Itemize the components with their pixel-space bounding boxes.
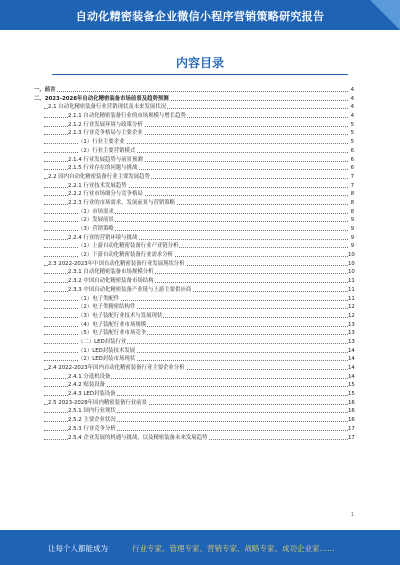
toc-entry[interactable] [34, 121, 354, 130]
toc-entry[interactable] [34, 355, 354, 364]
toc-entry-label: 2.1.2 行业发展环境与政策分析 [68, 121, 143, 128]
toc-entry-page: 7 [348, 173, 354, 182]
toc-entry-page: 6 [348, 156, 354, 165]
toc-entry-page: 17 [348, 434, 355, 441]
toc-entry-label: 2.5 2023-2028年国内精密装备行业前景 [48, 399, 147, 406]
toc-entry-label: 2.1 自动化精密装备行业营销现状及未来发展状况 [48, 104, 167, 111]
toc-entry[interactable] [34, 312, 354, 321]
toc-entry-label: 2.2.1 行业技术发展趋势 [68, 182, 127, 189]
toc-entry[interactable] [34, 103, 354, 112]
toc-heading-divider [52, 74, 348, 75]
toc-entry-label: 2.2 国内自动化精密装备行业主要发展趋势 [48, 173, 150, 180]
toc-entry-label: 2.2.4 行业的营销环境与挑战 [68, 234, 138, 241]
toc-entry-page: 13 [348, 321, 355, 328]
toc-entry-page: 6 [348, 147, 354, 156]
header-bar [0, 0, 400, 30]
toc-entry-label: （1）上游自动化精密装备行业产业链分析 [78, 243, 179, 250]
toc-entry-page: 8 [348, 190, 354, 199]
toc-entry-label: 2.4.1 分选机设备 [68, 373, 111, 380]
toc-entry[interactable] [34, 338, 354, 347]
toc-entry[interactable] [34, 434, 354, 443]
toc-entry-label: 二、2023-2028年自动化精密装备市场前景及趋势预测 [34, 95, 169, 102]
toc-entry-label: 2.1.4 行业发展趋势与前景预测 [68, 156, 143, 163]
toc-entry-page: 4 [348, 112, 354, 121]
toc-entry-page: 5 [348, 129, 354, 138]
toc-entry[interactable] [34, 129, 354, 138]
toc-entry-page: 12 [348, 304, 355, 311]
footer-bar [0, 530, 400, 565]
toc-entry[interactable] [34, 416, 354, 425]
toc-entry-page: 14 [348, 373, 355, 380]
toc-entry-label: 2.2.3 行业的市场需求、发展前景与营销策略 [68, 199, 176, 206]
toc-entry[interactable] [34, 364, 354, 373]
toc-entry-label: （1）LED封装技术发展 [78, 347, 136, 354]
toc-entry[interactable] [34, 373, 354, 382]
toc-entry[interactable] [34, 399, 354, 408]
toc-entry[interactable] [34, 138, 354, 147]
header-corner-decoration [370, 0, 400, 30]
toc-entry-label: 2.4.2 贴装设备 [68, 382, 105, 389]
toc-entry-label: 2.3.3 中国自动化精密装备产业链与上游主要供应商 [68, 286, 192, 293]
toc-entry[interactable] [34, 156, 354, 165]
report-title: 自动化精密装备企业微信小程序营销策略研究报告 [75, 10, 325, 23]
toc-entry-page: 11 [348, 286, 355, 293]
toc-entry-page: 5 [348, 121, 354, 130]
toc-entry-page: 4 [348, 95, 354, 104]
toc-heading: 内容目录 [175, 56, 224, 70]
toc-entry[interactable] [34, 190, 354, 199]
toc-entry[interactable] [34, 277, 354, 286]
toc-entry-label: （3）电子装配行业技术与发展现状 [78, 312, 163, 319]
toc-entry-page: 15 [348, 391, 355, 398]
toc-entry-label: 2.5.2 主要企业状况 [68, 417, 116, 424]
toc-entry-page: 8 [348, 208, 354, 217]
toc-entry-label: 2.4 2022-2023年国内自动化精密装备行业主要企业分析 [48, 365, 185, 371]
toc-entry-page: 7 [348, 182, 354, 191]
toc-entry[interactable] [34, 182, 354, 191]
toc-entry-page: 9 [348, 225, 354, 234]
toc-entry-page: 10 [348, 260, 355, 267]
toc-entry-label: 2.1.5 行业存在的问题与挑战 [68, 165, 138, 172]
toc-entry-label: 2.1.1 自动化精密装备行业的市场规模与增长趋势 [68, 113, 186, 120]
toc-entry-page: 16 [348, 408, 355, 415]
toc-entry-label: （2）发展前景 [78, 217, 114, 224]
toc-entry-label: 2.5.4 企业发展的机遇与挑战，以及精密装备未来发展趋势 [68, 434, 208, 441]
toc-entry-label: （1）电子类配件 [78, 295, 120, 302]
toc-entry[interactable] [34, 208, 354, 217]
toc-entry-label: （二）LED封装行业 [78, 338, 127, 345]
toc-entry-label: （4）电子装配行业市场规模 [78, 321, 147, 328]
toc-entry[interactable] [34, 164, 354, 173]
toc-entry-page: 14 [348, 365, 355, 371]
toc-entry-label: （2）电子类精密结构件 [78, 304, 136, 311]
toc-entry[interactable] [34, 347, 354, 356]
table-of-contents [34, 86, 354, 442]
toc-entry[interactable] [34, 199, 354, 208]
toc-entry-page: 6 [348, 164, 354, 173]
toc-entry[interactable] [34, 147, 354, 156]
toc-entry-page: 9 [348, 234, 354, 243]
toc-entry-label: （2）下游自动化精密装备行业需求分析 [78, 252, 174, 259]
toc-entry-label: 2.4.3 LED封装设备 [68, 391, 116, 398]
toc-entry-label: （1）行业主要企业 [78, 139, 125, 146]
footer-slogan-left: 让每个人都能成为 [48, 544, 108, 553]
toc-entry-label: 一、前言 [34, 87, 56, 93]
toc-entry-page: 9 [348, 216, 354, 225]
toc-entry-label: 2.3 2022-2023年中国自动化精密装备行业发展现状分析 [48, 260, 185, 267]
toc-entry-page: 10 [348, 252, 355, 259]
toc-entry-page: 11 [348, 295, 355, 302]
toc-entry-page: 16 [348, 399, 355, 406]
toc-entry-page: 17 [348, 425, 355, 432]
toc-entry-page: 14 [348, 347, 355, 354]
toc-entry-label: （1）市场需求 [78, 208, 114, 215]
toc-entry[interactable] [34, 216, 354, 225]
toc-entry-label: （5）电子装配行业市场竞争 [78, 330, 147, 337]
footer-slogan-right: 行业专家、管理专家、营销专家、战略专家、成功企业家…… [132, 544, 335, 553]
toc-entry-label: 2.3.2 中国自动化精密装备市场结构 [68, 278, 154, 285]
toc-entry[interactable] [34, 234, 354, 243]
toc-entry-label: 2.2.2 行业市场细分与竞争格局 [68, 191, 143, 198]
toc-entry[interactable] [34, 295, 354, 304]
toc-entry-label: （3）营销策略 [78, 226, 114, 232]
page-number: 1 [350, 512, 354, 518]
toc-entry-page: 5 [348, 138, 354, 147]
toc-entry-page: 15 [348, 382, 355, 389]
toc-entry[interactable] [34, 329, 354, 338]
toc-entry[interactable] [34, 286, 354, 295]
toc-entry-label: 2.5.3 行业竞争分析 [68, 425, 116, 432]
toc-entry-page: 11 [348, 278, 355, 285]
toc-entry[interactable] [34, 390, 354, 399]
toc-entry-page: 4 [348, 103, 354, 112]
toc-entry[interactable] [34, 242, 354, 251]
toc-entry-page: 4 [348, 86, 354, 95]
toc-entry[interactable] [34, 321, 354, 330]
toc-entry-page: 9 [348, 242, 354, 251]
toc-entry-page: 13 [348, 338, 355, 345]
toc-entry[interactable] [34, 425, 354, 434]
toc-entry-page: 13 [348, 330, 355, 337]
toc-entry[interactable] [34, 86, 354, 95]
toc-entry[interactable] [34, 225, 354, 234]
toc-entry[interactable] [34, 260, 354, 269]
toc-entry-label: 2.1.3 行业竞争格局与主要企业 [68, 130, 143, 137]
toc-entry[interactable] [34, 173, 354, 182]
toc-entry[interactable] [34, 251, 354, 260]
toc-entry[interactable] [34, 95, 354, 104]
toc-leader-dots [44, 91, 348, 92]
toc-entry[interactable] [34, 407, 354, 416]
toc-entry-page: 16 [348, 417, 355, 424]
toc-entry-page: 12 [348, 312, 355, 319]
toc-entry[interactable] [34, 303, 354, 312]
toc-entry-label: （2）LED封装市场现状 [78, 356, 136, 363]
toc-entry-label: 2.5.1 国内行业现状 [68, 408, 116, 415]
toc-entry-label: （2）行业主要营销模式 [78, 147, 136, 154]
toc-entry[interactable] [34, 268, 354, 277]
toc-entry-page: 10 [348, 269, 355, 276]
toc-entry[interactable] [34, 381, 354, 390]
toc-entry-label: 2.3.1 自动化精密装备市场规模分析 [68, 269, 154, 276]
toc-entry-page: 14 [348, 356, 355, 363]
toc-entry-page: 8 [348, 199, 354, 208]
toc-entry[interactable] [34, 112, 354, 121]
